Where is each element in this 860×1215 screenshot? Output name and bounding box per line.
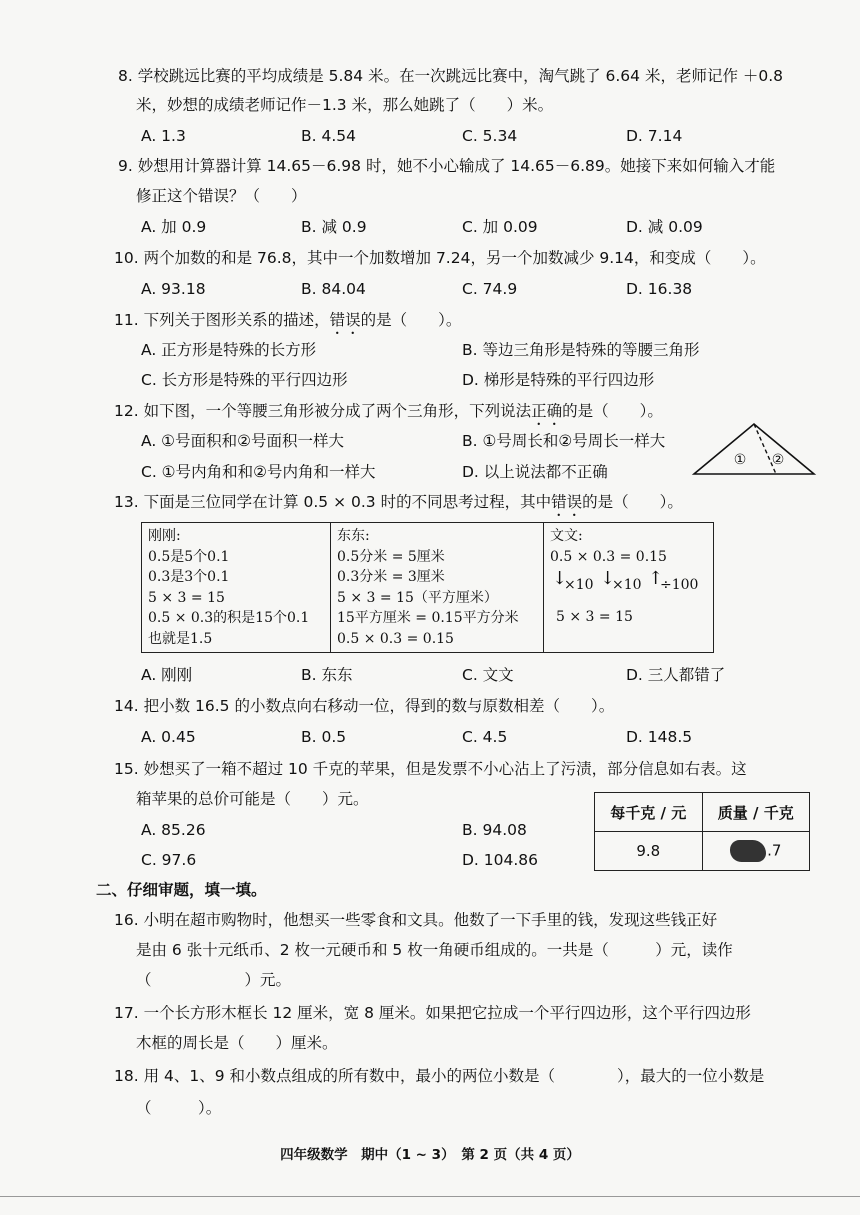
q12-option-b: B. ①号周长和②号周长一样大 (462, 432, 666, 450)
q13-option-d: D. 三人都错了 (626, 666, 726, 684)
q13-pre: 13. 下面是三位同学在计算 0.5 × 0.3 时的不同思考过程，其中 (114, 493, 552, 511)
q13-option-c: C. 文文 (462, 666, 514, 684)
q8-option-a: A. 1.3 (141, 127, 186, 145)
q8-option-b: B. 4.54 (301, 127, 356, 145)
mass-header: 质量 / 千克 (702, 793, 810, 832)
isosceles-triangle-figure (690, 418, 820, 478)
gang-gang-title: 刚刚: (148, 528, 181, 544)
section-2-heading: 二、仔细审题，填一填。 (96, 881, 267, 899)
q15-line1: 15. 妙想买了一箱不超过 10 千克的苹果，但是发票不小心沾上了污渍，部分信息如右表。这 (114, 760, 747, 778)
q10-option-d: D. 16.38 (626, 280, 693, 298)
stain-blob-icon (730, 840, 766, 862)
q9-option-a: A. 加 0.9 (141, 218, 207, 236)
price-per-kg-header: 每千克 / 元 (595, 793, 703, 832)
gang-gang-column (142, 523, 331, 653)
gang-gang-step: 0.5 × 0.3的积是15个0.1 (148, 610, 310, 626)
wen-wen-column (544, 523, 714, 653)
page-footer: 四年级数学 期中（1 ~ 3） 第 2 页（共 4 页） (280, 1147, 580, 1163)
wen-wen-equation-2: 5 × 3 = 15 (556, 609, 633, 625)
q15-line2: 箱苹果的总价可能是（ ）元。 (136, 790, 369, 808)
q11-post: 的是（ ）。 (360, 311, 462, 329)
q13-option-a: A. 刚刚 (141, 666, 193, 684)
q13-post: 的是（ ）。 (582, 493, 683, 511)
gang-gang-step: 5 × 3 = 15 (148, 589, 225, 606)
dong-dong-step: 15平方厘米 = 0.15平方分米 (337, 610, 519, 626)
figure-label-2: ② (771, 452, 785, 468)
invoice-table (594, 792, 810, 871)
q14-option-b: B. 0.5 (301, 728, 347, 746)
q15-option-d: D. 104.86 (462, 851, 539, 869)
q14-option-a: A. 0.45 (141, 728, 196, 746)
q8-line1: 8. 学校跳远比赛的平均成绩是 5.84 米。在一次跳远比赛中，淘气跳了 6.64 米，老师记作 ＋0.8 (118, 67, 784, 85)
q12-post: 的是（ ）。 (562, 402, 663, 420)
mass-value-cell (702, 832, 810, 871)
q17-line2: 木框的周长是（ ）厘米。 (136, 1034, 338, 1052)
q10-line1: 10. 两个加数的和是 76.8，其中一个加数增加 7.24，另一个加数减少 9.14，和变成（ ）。 (114, 249, 766, 267)
q17-line1: 17. 一个长方形木框长 12 厘米，宽 8 厘米。如果把它拉成一个平行四边形，这个平行四边形 (114, 1004, 751, 1022)
mass-value: .7 (767, 841, 782, 860)
wen-wen-title: 文文: (550, 528, 583, 544)
gang-gang-step: 0.3是3个0.1 (148, 569, 230, 585)
gang-gang-step: 0.5是5个0.1 (148, 548, 230, 565)
q13-line1 (114, 490, 683, 520)
q8-option-d: D. 7.14 (626, 127, 683, 145)
gang-gang-step: 也就是1.5 (148, 630, 213, 647)
wen-wen-arrows (550, 567, 707, 607)
q10-option-c: C. 74.9 (462, 280, 518, 298)
q11-option-c: C. 长方形是特殊的平行四边形 (141, 371, 348, 389)
q10-option-a: A. 93.18 (141, 280, 206, 298)
q13-emphasis: 错误 (551, 493, 583, 511)
q12-emphasis: 正确 (531, 402, 563, 420)
wen-wen-divisor: ÷100 (660, 577, 699, 593)
down-arrow-icon: ↓ (552, 568, 568, 589)
q9-option-c: C. 加 0.09 (462, 218, 538, 236)
q15-option-a: A. 85.26 (141, 821, 206, 839)
bottom-divider (0, 1196, 860, 1197)
down-arrow-icon: ↓ (600, 568, 616, 589)
q16-line2: 是由 6 张十元纸币、2 枚一元硬币和 5 枚一角硬币组成的。一共是（ ）元，读作 (136, 941, 733, 959)
q18-line1: 18. 用 4、1、9 和小数点组成的所有数中，最小的两位小数是（ ），最大的一位小数是 (114, 1067, 765, 1085)
wen-wen-multiplier-2: ×10 (612, 577, 642, 593)
q9-line1: 9. 妙想用计算器计算 14.65－6.98 时，她不小心输成了 14.65－6.89。她接下来如何输入才能 (118, 157, 776, 175)
q11-emphasis: 错误 (329, 311, 361, 329)
q11-pre: 11. 下列关于图形关系的描述， (114, 311, 330, 329)
q10-option-b: B. 84.04 (301, 280, 366, 298)
q12-option-a: A. ①号面积和②号面积一样大 (141, 432, 344, 450)
q11-option-d: D. 梯形是特殊的平行四边形 (462, 371, 655, 389)
figure-label-1: ① (733, 452, 747, 468)
q12-option-c: C. ①号内角和和②号内角和一样大 (141, 463, 376, 481)
q14-option-d: D. 148.5 (626, 728, 693, 746)
up-arrow-icon: ↑ (648, 568, 664, 589)
dong-dong-column (331, 523, 544, 653)
q9-option-d: D. 减 0.09 (626, 218, 703, 236)
q8-line2: 米，妙想的成绩老师记作－1.3 米，那么她跳了（ ）米。 (136, 96, 554, 114)
q16-line3: （ ）元。 (136, 971, 292, 989)
q14-option-c: C. 4.5 (462, 728, 508, 746)
q9-option-b: B. 减 0.9 (301, 218, 367, 236)
dong-dong-step: 5 × 3 = 15（平方厘米） (337, 589, 498, 606)
q14-line1: 14. 把小数 16.5 的小数点向右移动一位，得到的数与原数相差（ ）。 (114, 697, 615, 715)
q15-option-c: C. 97.6 (141, 851, 197, 869)
dong-dong-title: 东东: (337, 528, 370, 544)
q16-line1: 16. 小明在超市购物时，他想买一些零食和文具。他数了一下手里的钱，发现这些钱正好 (114, 911, 718, 929)
q11-option-b: B. 等边三角形是特殊的等腰三角形 (462, 341, 700, 359)
q9-line2: 修正这个错误？（ ） (136, 187, 307, 205)
price-per-kg-value: 9.8 (595, 832, 703, 871)
q13-option-b: B. 东东 (301, 666, 353, 684)
q11-option-a: A. 正方形是特殊的长方形 (141, 341, 317, 359)
q12-option-d: D. 以上说法都不正确 (462, 463, 608, 481)
q8-option-c: C. 5.34 (462, 127, 518, 145)
q12-pre: 12. 如下图，一个等腰三角形被分成了两个三角形，下列说法 (114, 402, 532, 420)
q12-line1 (114, 399, 663, 429)
wen-wen-equation-1: 0.5 × 0.3 = 0.15 (550, 548, 667, 565)
q15-option-b: B. 94.08 (462, 821, 527, 839)
q18-line2: （ ）。 (136, 1099, 222, 1117)
thinking-process-table (141, 522, 714, 653)
q11-line1 (114, 308, 461, 338)
dong-dong-step: 0.3分米 = 3厘米 (337, 569, 445, 585)
wen-wen-multiplier-1: ×10 (564, 577, 594, 593)
dong-dong-step: 0.5 × 0.3 = 0.15 (337, 630, 454, 647)
dong-dong-step: 0.5分米 = 5厘米 (337, 548, 445, 565)
